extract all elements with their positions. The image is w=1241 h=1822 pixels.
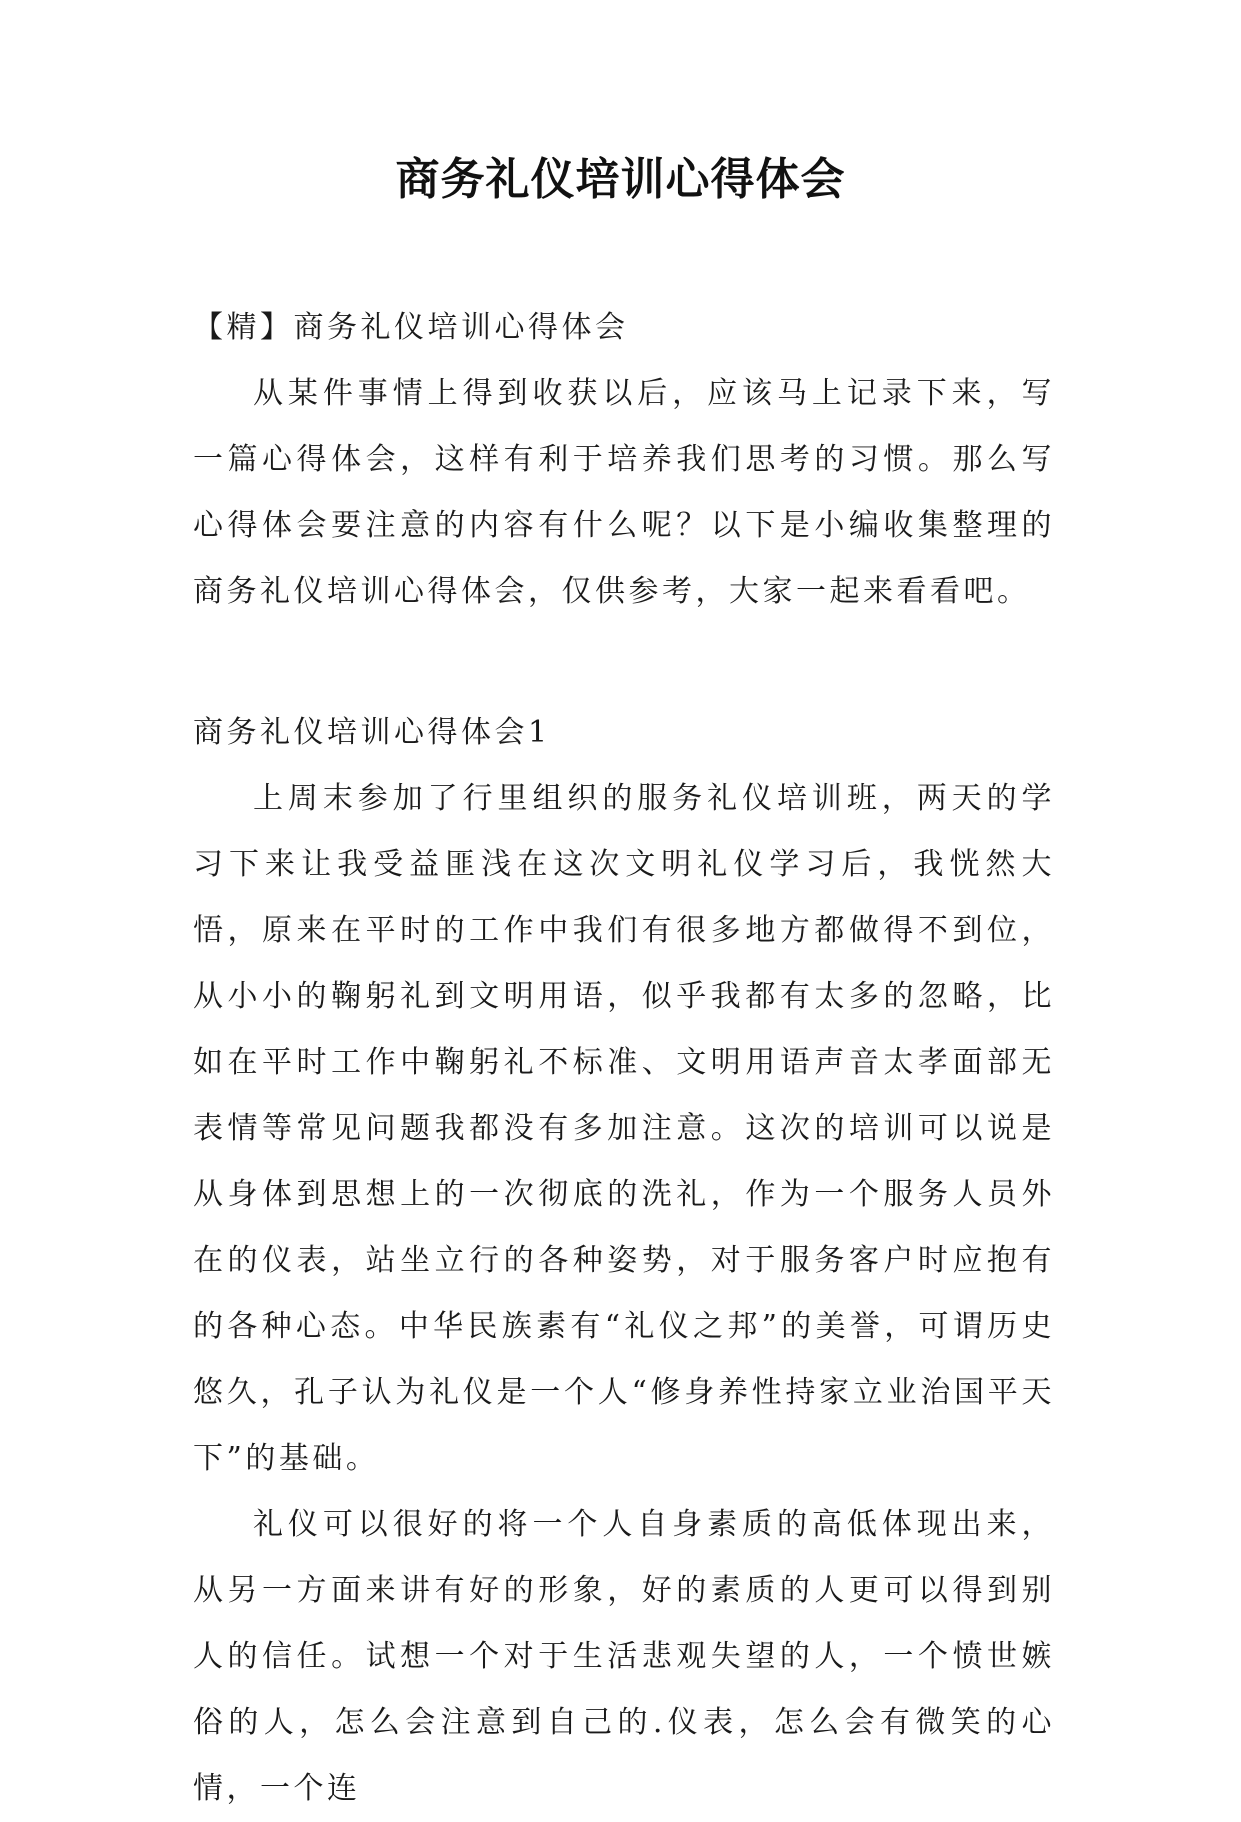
section-1: [193, 700, 1055, 1822]
body-paragraph: 礼仪可以很好的将一个人自身素质的高低体现出来，从另一方面来讲有好的形象，好的素质的人更可以得到别人的信任。试想一个对于生活悲观失望的人，一个愤世嫉俗的人，怎么会注意到自己的.仪表，怎么会有微笑的心情，一个连: [193, 1507, 1055, 1806]
intro-heading: 【精】商务礼仪培训心得体会: [193, 310, 629, 345]
document-title: 商务礼仪培训心得体会: [395, 154, 846, 205]
intro-section: [193, 295, 1055, 625]
body-paragraph: 上周末参加了行里组织的服务礼仪培训班，两天的学习下来让我受益匪浅在这次文明礼仪学习后，我恍然大悟，原来在平时的工作中我们有很多地方都做得不到位，从小小的鞠躬礼到文明用语，似乎我都有太多的忽略，比如在平时工作中鞠躬礼不标准、文明用语声音太孝面部无表情等常见问题我都没有多加注意。这次的培训可以说是从身体到思想上的一次彻底的洗礼，作为一个服务人员外在的仪表，站坐立行的各种姿势，对于服务客户时应抱有的各种心态。中华民族素有“礼仪之邦”的美誉，可谓历史悠久，孔子认为礼仪是一个人“修身养性持家立业治国平天下”的基础。: [193, 781, 1055, 1476]
section-heading: 商务礼仪培训心得体会1: [193, 715, 551, 750]
intro-paragraph: 从某件事情上得到收获以后，应该马上记录下来，写一篇心得体会，这样有利于培养我们思考的习惯。那么写心得体会要注意的内容有什么呢？以下是小编收集整理的商务礼仪培训心得体会，仅供参考，大家一起来看看吧。: [193, 376, 1055, 609]
